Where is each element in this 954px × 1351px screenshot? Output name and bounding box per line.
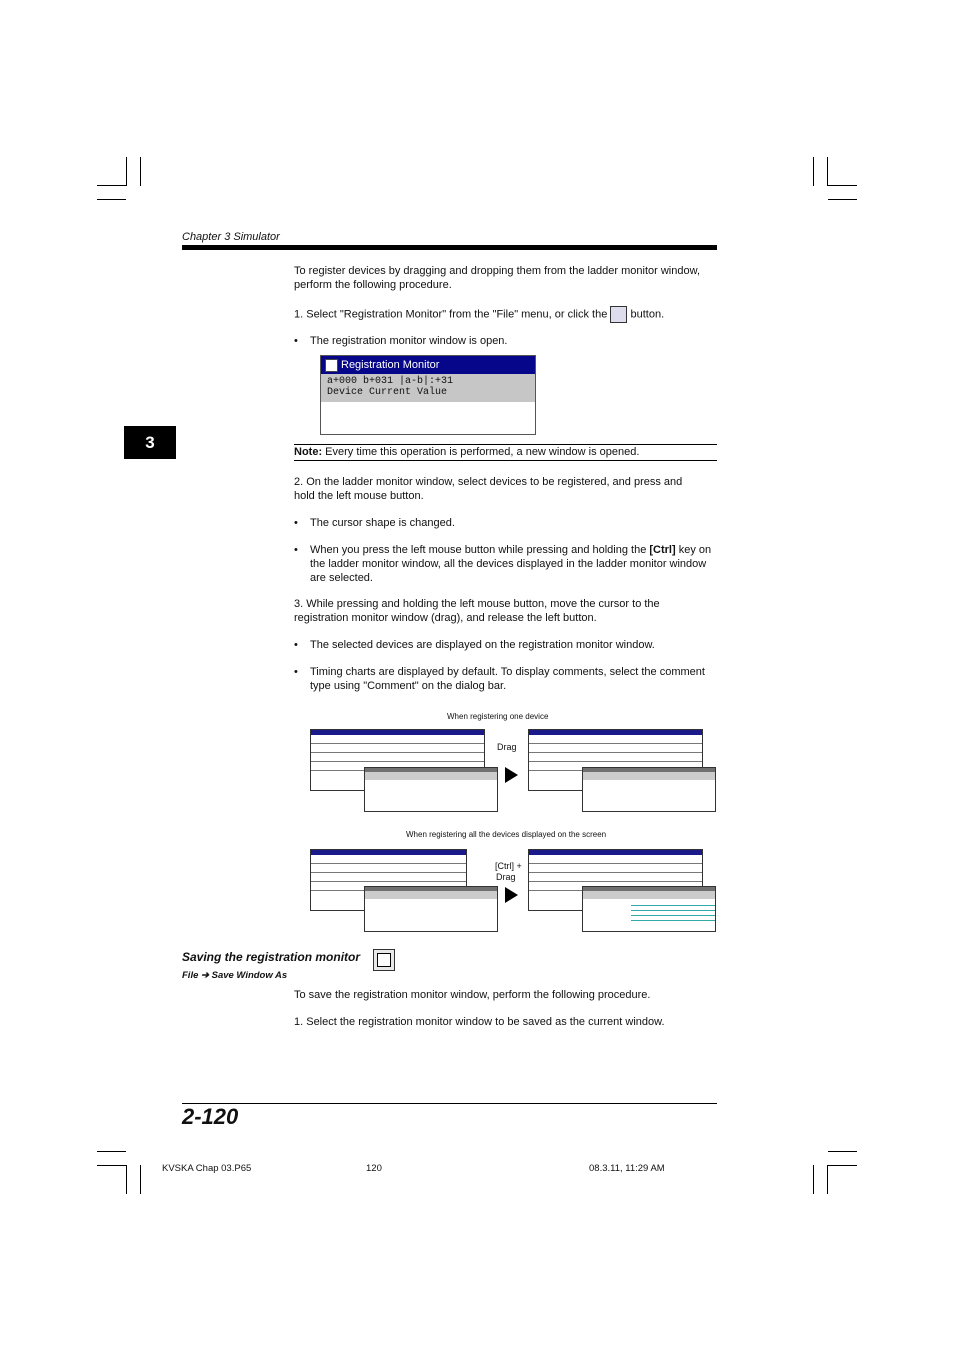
bullet-marker: • <box>294 335 298 347</box>
note <box>294 445 718 459</box>
bullet-ctrl-pre: When you press the left mouse button while pressing and holding the <box>310 544 650 556</box>
crop-mark <box>827 157 828 186</box>
registration-window-screenshot <box>582 767 716 812</box>
crop-mark <box>828 199 857 200</box>
window-line-2: Device Current Value <box>327 387 448 398</box>
crop-mark <box>828 1151 857 1152</box>
crop-mark <box>97 199 126 200</box>
step-1-text: 1. Select "Registration Monitor" from the "File" menu, or click the <box>294 308 608 321</box>
bullet-ctrl <box>310 543 718 585</box>
window-line-1: a+000 b+031 |a-b|:+31 <box>327 376 454 387</box>
crop-mark <box>97 185 126 186</box>
crop-mark <box>828 185 857 186</box>
bullet-timing: Timing charts are displayed by default. To display comments, select the comment type using "Comment" on the dialog bar. <box>310 666 705 692</box>
window-title: Registration Monitor <box>341 359 440 371</box>
step-2: 2. On the ladder monitor window, select devices to be registered, and press and hold the left mouse button. <box>294 476 683 502</box>
footer-file: KVSKA Chap 03.P65 <box>162 1163 252 1174</box>
crop-mark <box>813 157 814 186</box>
save-intro: To save the registration monitor window, perform the following procedure. <box>294 989 651 1001</box>
crop-mark <box>140 157 141 186</box>
crop-mark <box>140 1165 141 1194</box>
step-1 <box>294 306 718 323</box>
note-text: Every time this operation is performed, a new window is opened. <box>322 446 640 458</box>
footer-rule <box>182 1103 717 1104</box>
menu-path: File ➔ Save Window As <box>182 970 288 981</box>
bullet-window-open: The registration monitor window is open. <box>310 335 508 347</box>
intro-text: To register devices by dragging and dropping them from the ladder monitor window, perform the following procedure. <box>294 265 701 291</box>
bullet-ctrl-post: key on the ladder monitor window, all the devices displayed in the ladder monitor window are selected. <box>310 544 712 584</box>
chapter-tab: 3 <box>124 426 176 459</box>
save-step-1: 1. Select the registration monitor window to be saved as the current window. <box>294 1016 665 1028</box>
save-icon <box>373 949 395 971</box>
header-rule <box>182 245 717 250</box>
step-1-post: button. <box>630 308 665 321</box>
registration-window-screenshot <box>364 767 498 812</box>
figure-1-caption: When registering one device <box>447 712 549 721</box>
crop-mark <box>97 1165 126 1166</box>
note-label: Note: <box>294 446 323 458</box>
ctrl-drag-label-1: [Ctrl] + <box>495 861 522 871</box>
ctrl-drag-label-2: Drag <box>496 872 516 882</box>
window-title-bar <box>321 356 535 374</box>
section-title: Saving the registration monitor <box>182 950 361 964</box>
registration-window-screenshot <box>582 886 716 932</box>
bullet-displayed: The selected devices are displayed on the registration monitor window. <box>310 639 655 651</box>
footer-page: 120 <box>366 1163 382 1174</box>
crop-mark <box>827 1165 828 1194</box>
bullet-marker: • <box>294 517 298 529</box>
registration-window-screenshot <box>364 886 498 932</box>
page-number: 2-120 <box>182 1104 239 1129</box>
window-icon <box>325 359 338 372</box>
crop-mark <box>126 157 127 186</box>
crop-mark <box>828 1165 857 1166</box>
registration-monitor-icon <box>610 306 627 323</box>
crop-mark <box>97 1151 126 1152</box>
step-3: 3. While pressing and holding the left mouse button, move the cursor to the registration monitor window (drag), and release the left button. <box>294 598 660 624</box>
bullet-marker: • <box>294 666 298 678</box>
crop-mark <box>813 1165 814 1194</box>
bullet-cursor: The cursor shape is changed. <box>310 517 455 529</box>
arrow-right-icon <box>505 887 518 903</box>
arrow-right-icon <box>505 767 518 783</box>
bullet-marker: • <box>294 639 298 651</box>
footer-date: 08.3.11, 11:29 AM <box>589 1163 665 1174</box>
ctrl-key: [Ctrl] <box>649 544 676 556</box>
note-rule-bottom <box>294 460 717 461</box>
figure-2-caption: When registering all the devices displayed on the screen <box>406 830 607 839</box>
crop-mark <box>126 1165 127 1194</box>
drag-label: Drag <box>497 742 517 752</box>
bullet-marker: • <box>294 544 298 556</box>
window-body <box>321 374 535 402</box>
chapter-header: Chapter 3 Simulator <box>182 231 280 243</box>
registration-monitor-window <box>320 355 536 435</box>
